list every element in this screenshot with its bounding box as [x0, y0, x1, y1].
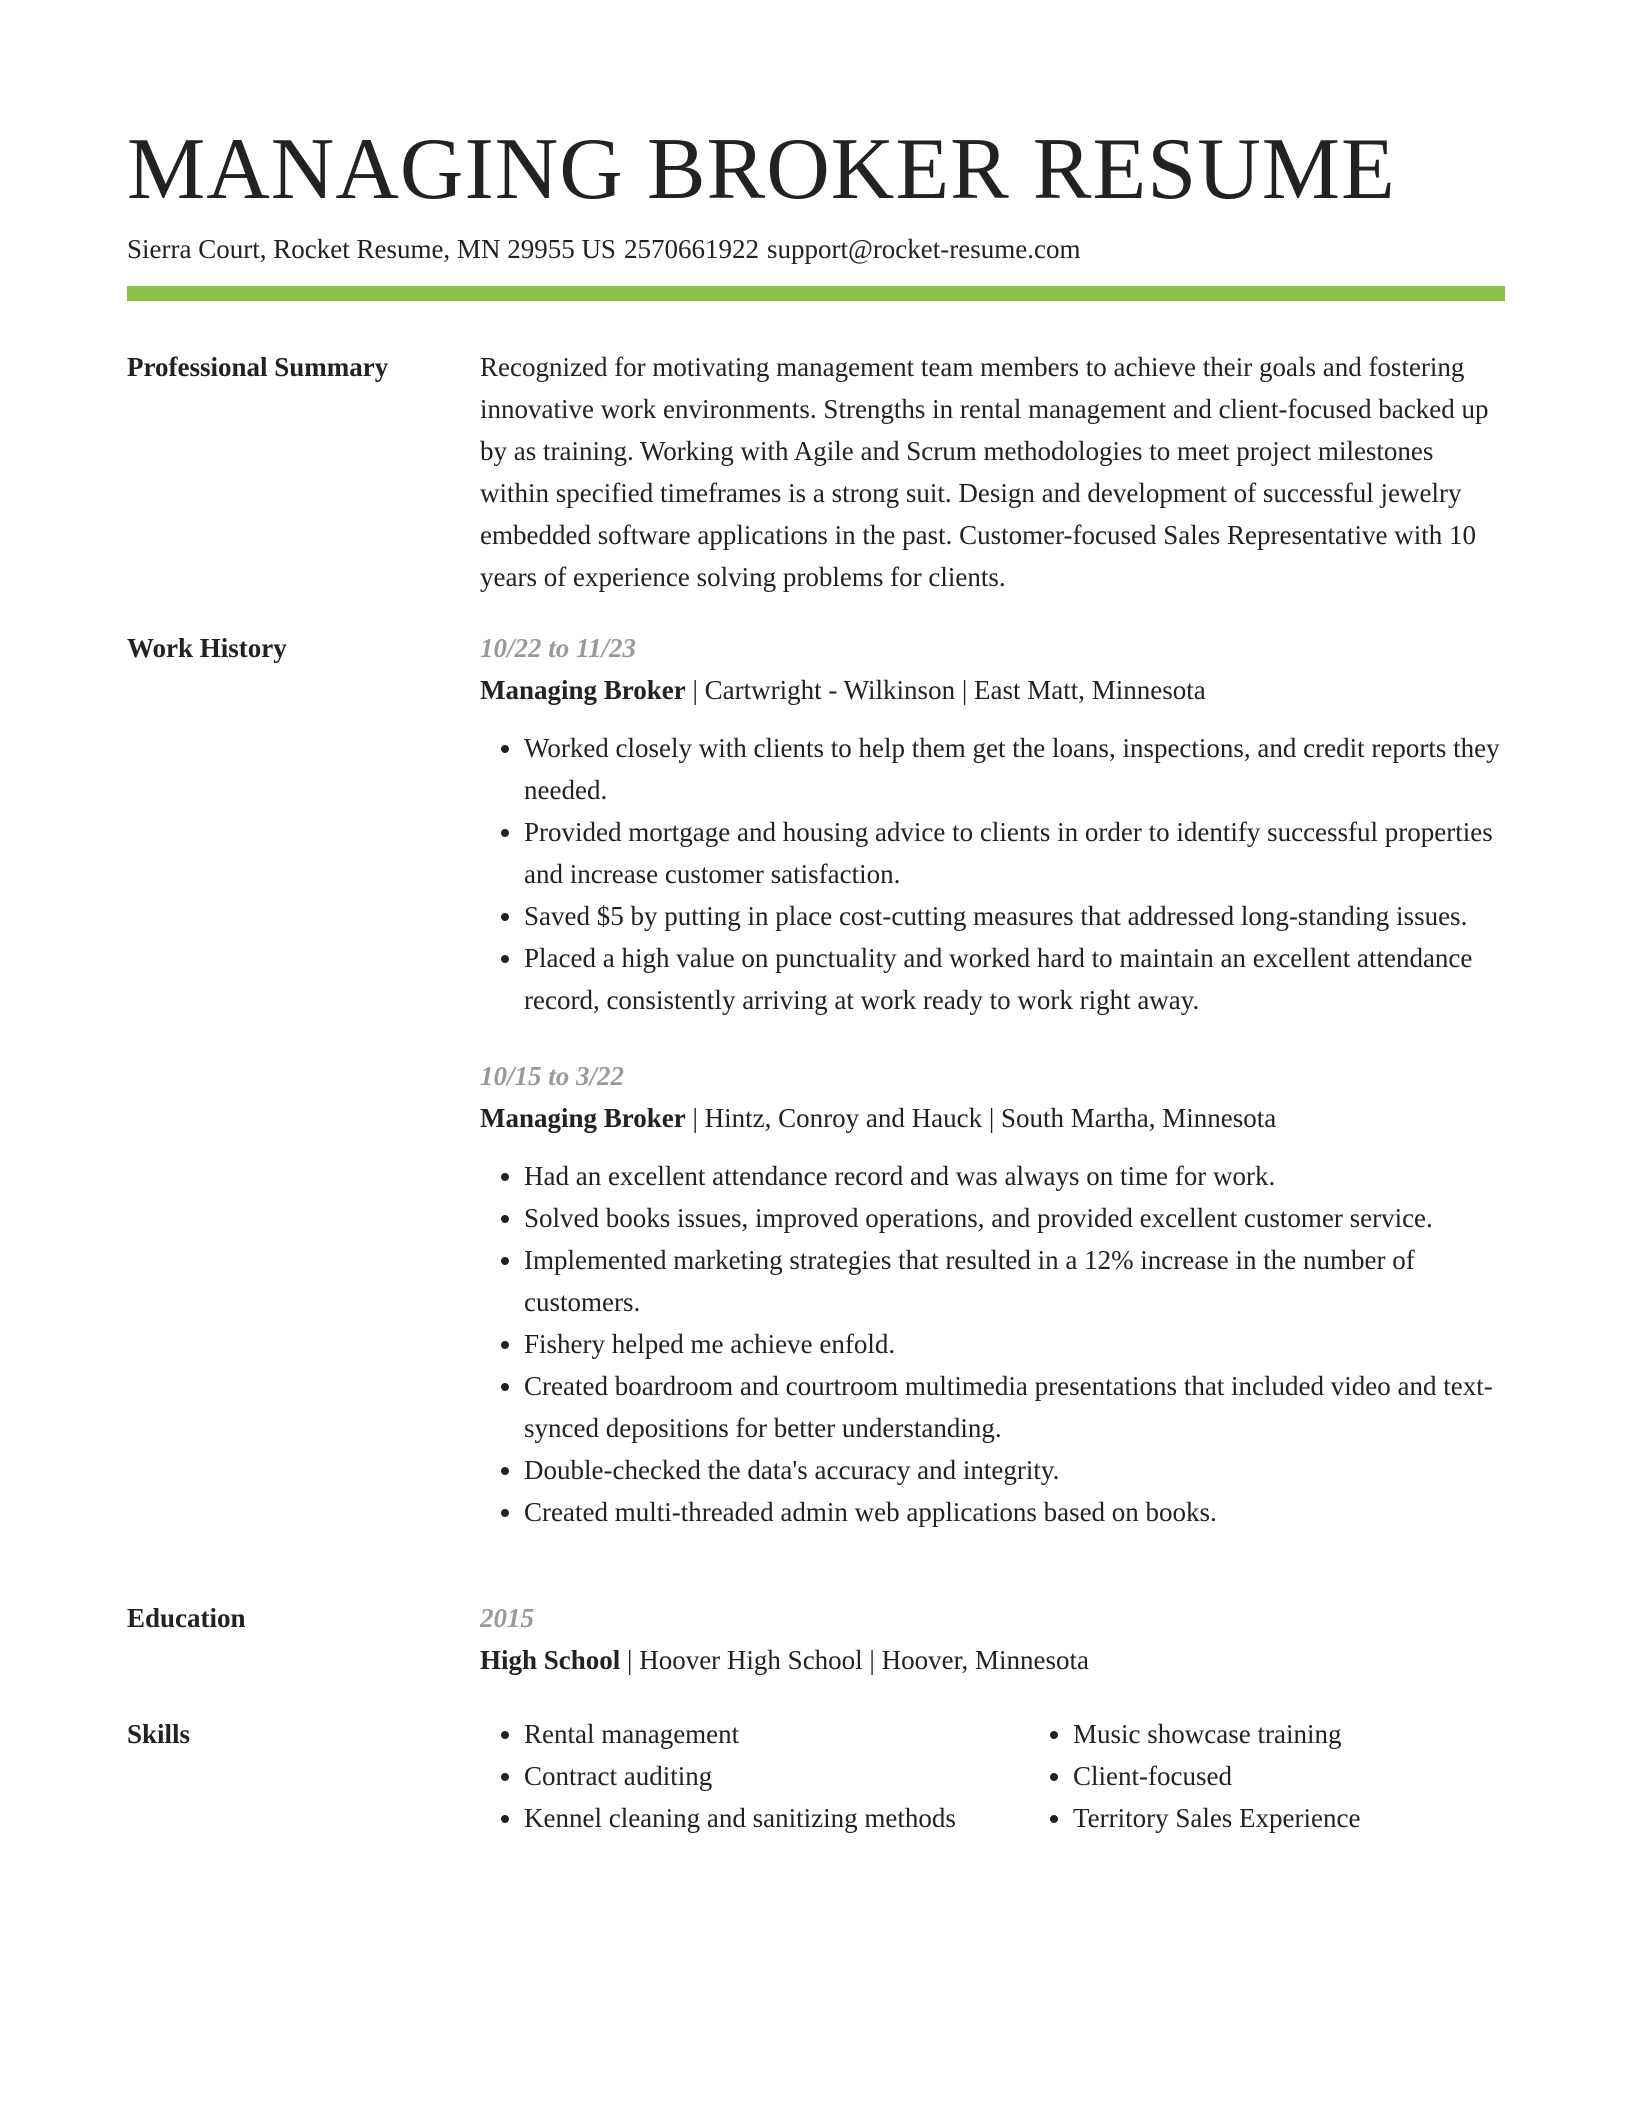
list-item: • Client-focused	[1073, 1755, 1360, 1797]
job-entry	[480, 627, 1505, 1021]
list-item: • Music showcase training	[1073, 1713, 1360, 1755]
contact-line	[127, 232, 1080, 266]
job-details: | Cartwright - Wilkinson | East Matt, Minnesota	[685, 675, 1206, 705]
list-item: • Contract auditing	[524, 1755, 1029, 1797]
job-heading	[480, 669, 1505, 711]
list-item: • Solved books issues, improved operations, and provided excellent customer service.	[524, 1197, 1505, 1239]
summary-content	[480, 346, 1505, 598]
skills-label: Skills	[127, 1719, 191, 1749]
job-details: | Hintz, Conroy and Hauck | South Martha, Minnesota	[685, 1103, 1277, 1133]
list-item: • Saved $5 by putting in place cost-cutting measures that addressed long-standing issues.	[524, 895, 1505, 937]
list-item: • Created boardroom and courtroom multimedia presentations that included video and text-synced depositions for better understanding.	[524, 1365, 1505, 1449]
job-title: Managing Broker	[480, 675, 686, 705]
list-item: • Provided mortgage and housing advice to clients in order to identify successful properties and increase customer satisfaction.	[524, 811, 1505, 895]
contact-address: Sierra Court, Rocket Resume, MN 29955 US	[127, 234, 616, 264]
list-item: • Worked closely with clients to help them get the loans, inspections, and credit reports they needed.	[524, 727, 1505, 811]
skills-column-1	[480, 1713, 1029, 1839]
job-bullets	[480, 1155, 1505, 1533]
education-content	[480, 1597, 1505, 1681]
list-item: • Rental management	[524, 1713, 1029, 1755]
skills-content	[480, 1713, 1505, 1839]
job-bullets	[480, 727, 1505, 1021]
list-item: • Had an excellent attendance record and was always on time for work.	[524, 1155, 1505, 1197]
skills-column-2	[1029, 1713, 1360, 1839]
list-item: • Fishery helped me achieve enfold.	[524, 1323, 1505, 1365]
education-heading	[480, 1639, 1505, 1681]
header-divider	[127, 286, 1505, 301]
contact-phone: 2570661922	[623, 234, 759, 264]
job-dates: 10/22 to 11/23	[480, 633, 637, 663]
list-item: • Implemented marketing strategies that resulted in a 12% increase in the number of customers.	[524, 1239, 1505, 1323]
education-degree: High School	[480, 1645, 621, 1675]
education-details: | Hoover High School | Hoover, Minnesota	[620, 1645, 1089, 1675]
job-title: Managing Broker	[480, 1103, 686, 1133]
resume-title: MANAGING BROKER RESUME	[127, 121, 1396, 218]
list-item: • Territory Sales Experience	[1073, 1797, 1360, 1839]
work-history-label: Work History	[127, 633, 287, 663]
list-item: • Kennel cleaning and sanitizing methods	[524, 1797, 1029, 1839]
contact-email: support@rocket-resume.com	[766, 234, 1081, 264]
education-year: 2015	[480, 1603, 534, 1633]
list-item: • Created multi-threaded admin web applications based on books.	[524, 1491, 1505, 1533]
education-label: Education	[127, 1603, 246, 1633]
list-item: • Double-checked the data's accuracy and integrity.	[524, 1449, 1505, 1491]
summary-label: Professional Summary	[127, 352, 389, 382]
job-dates: 10/15 to 3/22	[480, 1061, 625, 1091]
list-item: • Placed a high value on punctuality and worked hard to maintain an excellent attendance record, consistently arriving at work ready to work right away.	[524, 937, 1505, 1021]
job-heading	[480, 1097, 1505, 1139]
summary-text: Recognized for motivating management team members to achieve their goals and fostering innovative work environments. Strengths in rental management and client-focused backed up by as training. Working with Agile and Scrum methodologies to meet project milestones within specified timeframes is a strong suit. Design and development of successful jewelry embedded software applications in the past. Customer-focused Sales Representative with 10 years of experience solving problems for clients.	[480, 352, 1489, 592]
job-entry	[480, 1055, 1505, 1533]
work-history-content	[480, 627, 1505, 1533]
